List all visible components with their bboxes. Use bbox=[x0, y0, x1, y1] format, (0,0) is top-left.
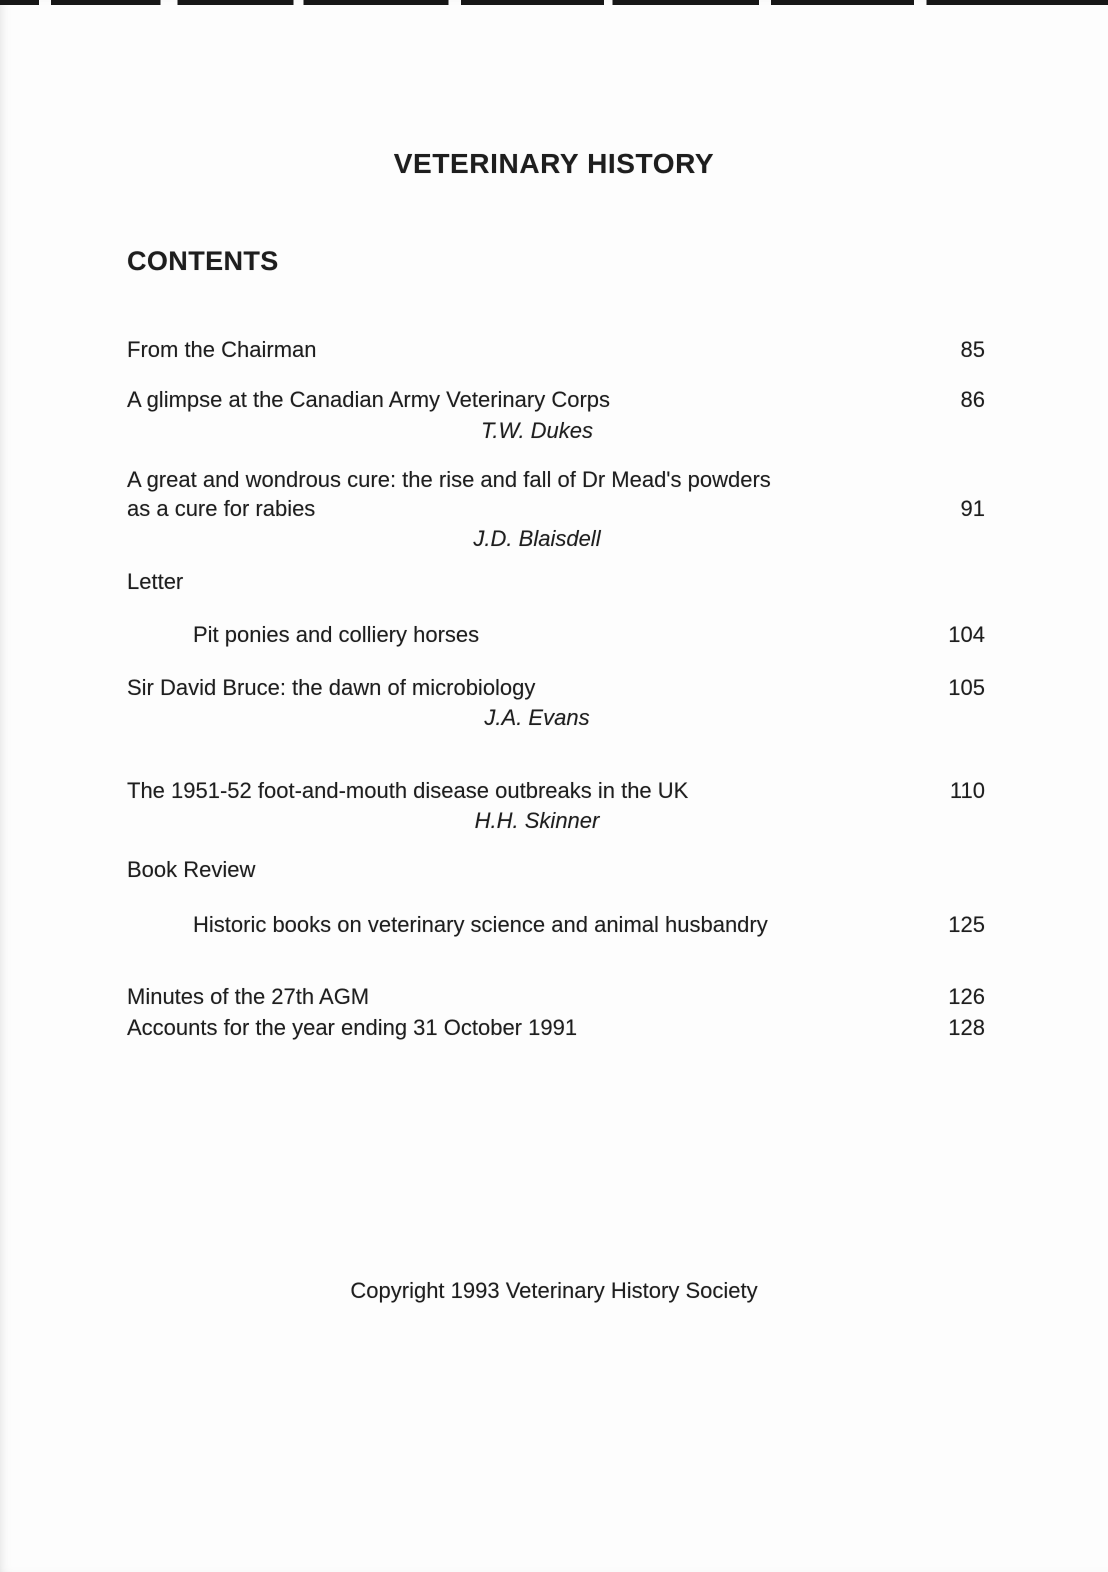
toc-entry-title: Pit ponies and colliery horses bbox=[193, 622, 480, 647]
toc-entry bbox=[127, 777, 985, 805]
toc-entry bbox=[127, 1014, 985, 1042]
toc-entry-title: From the Chairman bbox=[127, 337, 317, 362]
toc-section-heading: Book Review bbox=[127, 857, 256, 882]
scan-artifact-top-bar bbox=[0, 0, 1108, 5]
toc-entry bbox=[127, 911, 985, 939]
toc-entry-title: Minutes of the 27th AGM bbox=[127, 984, 370, 1009]
toc-entry-title: A glimpse at the Canadian Army Veterinary Corps bbox=[127, 387, 611, 412]
copyright-line: Copyright 1993 Veterinary History Society bbox=[350, 1278, 758, 1303]
toc-entry-page: 91 bbox=[960, 496, 985, 521]
contents-heading: CONTENTS bbox=[127, 246, 279, 276]
toc-entry-author: J.A. Evans bbox=[484, 705, 590, 730]
toc-section-heading: Letter bbox=[127, 569, 184, 594]
toc-entry bbox=[127, 336, 985, 364]
journal-title: VETERINARY HISTORY bbox=[393, 148, 715, 179]
toc-entry-title: Accounts for the year ending 31 October 1991 bbox=[127, 1015, 578, 1040]
toc-entry-page: 128 bbox=[948, 1015, 985, 1040]
toc-entry-page: 125 bbox=[948, 912, 985, 937]
toc-entry-author: H.H. Skinner bbox=[474, 808, 600, 833]
toc-entry-title: The 1951-52 foot-and-mouth disease outbreaks in the UK bbox=[127, 778, 689, 803]
toc-entry-page: 105 bbox=[948, 675, 985, 700]
toc-entry bbox=[127, 386, 985, 414]
toc-entry-title-line2: as a cure for rabies bbox=[127, 496, 316, 521]
toc-entry bbox=[127, 495, 985, 523]
toc-entry-author: J.D. Blaisdell bbox=[473, 526, 601, 551]
toc-entry-title-line1: A great and wondrous cure: the rise and fall of Dr Mead's powders bbox=[127, 467, 771, 492]
toc-entry-page: 86 bbox=[960, 387, 985, 412]
toc-entry bbox=[127, 621, 985, 649]
toc-entry-page: 110 bbox=[949, 778, 985, 803]
toc-entry-page: 126 bbox=[948, 984, 985, 1009]
toc-entry bbox=[127, 983, 985, 1011]
toc-entry-page: 104 bbox=[948, 622, 985, 647]
toc-entry-page: 85 bbox=[960, 337, 985, 362]
toc-entry-author: T.W. Dukes bbox=[480, 418, 594, 443]
toc-entry bbox=[127, 466, 985, 494]
toc-entry-title: Sir David Bruce: the dawn of microbiology bbox=[127, 675, 536, 700]
toc-entry bbox=[127, 674, 985, 702]
toc-entry-title: Historic books on veterinary science and animal husbandry bbox=[193, 912, 768, 937]
